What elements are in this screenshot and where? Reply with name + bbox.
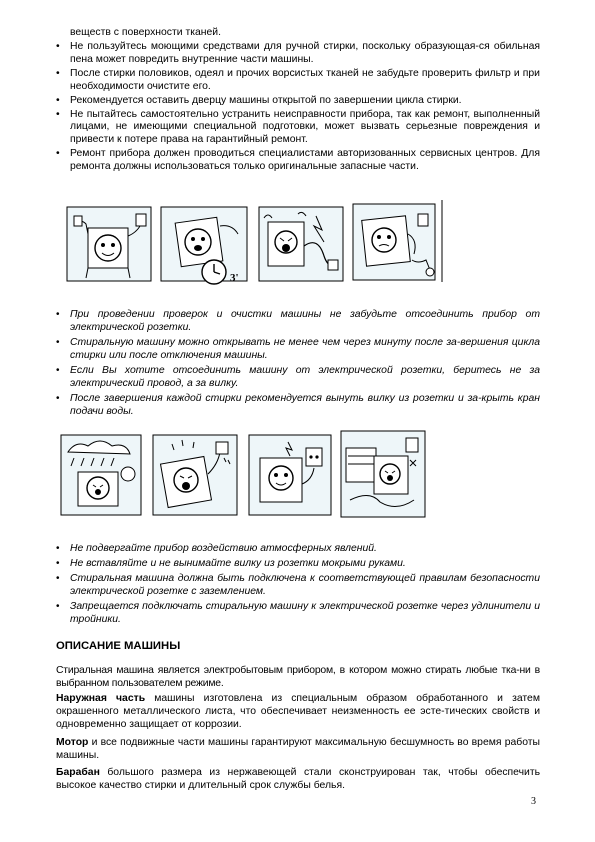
description-intro: Стиральная машина является электробытовым прибором, в котором можно стирать любые тка-ни в выбранном пользователем режиме. [56, 665, 540, 690]
list-item: • При проведении проверок и очистки машины не забудьте отсоединить прибор от электрической розетки. [56, 309, 540, 334]
safety-list-2 [56, 542, 540, 628]
list-item: • Рекомендуется оставить дверцу машины открытой по завершении цикла стирки. [56, 94, 462, 106]
timer-label: 3' [230, 272, 239, 284]
list-item: • Не подвергайте прибор воздействию атмосферных явлений. [56, 543, 377, 554]
list-item: • Не пытайтесь самостоятельно устранить неисправности прибора, так как ремонт, выполненный лицами, не имеющими специальной подготовки, может вызвать серьезные повреждения и привести к потере права на гарантийный ремонт. [56, 108, 540, 146]
list-item: • Стиральная машина должна быть подключена к соответствующей правилам безопасности электрической розетке с заземлением. [56, 572, 540, 597]
illustration-pull-plug-not-cord [258, 206, 344, 282]
list-item: • Стиральную машину можно открывать не менее чем через минуту после за-вершения цикла стирки или после отключения машины. [56, 337, 540, 362]
paragraph-lead: Наружная часть [56, 693, 146, 704]
safety-list-1 [56, 308, 540, 420]
illustration-grounded-socket [248, 434, 332, 516]
illustration-wait-before-opening [160, 206, 248, 282]
description-paragraph-drum: Барабан большого размера из нержавеющей стали сконструирован так, чтобы обеспечить высокое качество стирки и длительный срок службы белья. [56, 767, 540, 792]
list-item: • Ремонт прибора должен проводиться специалистами авторизованных сервисных центров. Для ремонта должны использоваться только оригинальные запасные части. [56, 148, 540, 172]
description-paragraph-exterior: Наружная часть машины изготовлена из специальным образом обработанного и затем окрашенного металлического листа, что обеспечивает неизменность ее эсте-тических свойств и одновременно защищает от коррозии. [56, 693, 540, 731]
list-item: • Если Вы хотите отсоединить машину от электрической розетки, беритесь не за электрический провод, а за вилку. [56, 365, 540, 390]
list-item: • После завершения каждой стирки рекомендуется вынуть вилку из розетки и за-крыть кран подачи воды. [56, 393, 540, 418]
list-item: • После стирки половиков, одеял и прочих ворсистых тканей не забудьте проверить фильтр и при необходимости очистите его. [56, 67, 540, 92]
illustration-weather-exposure [60, 434, 142, 516]
paragraph-lead: Мотор [56, 737, 89, 748]
illustration-row-1 [66, 200, 456, 290]
list-item: • Запрещается подключать стиральную машину к электрической розетке через удлинители и тройники. [56, 600, 540, 625]
illustration-wet-hands [152, 434, 238, 516]
list-item: • Не пользуйтесь моющими средствами для ручной стирки, поскольку образующая-ся обильная пена может повредить внутренние части машины. [56, 41, 540, 65]
illustration-no-extension-cords [340, 430, 426, 518]
illustration-close-water-tap [352, 200, 448, 282]
illustration-unplug-before-cleaning [66, 206, 152, 282]
paragraph-lead: Барабан [56, 767, 100, 778]
description-paragraph-motor: Мотор и все подвижные части машины гарантируют максимальную бесшумность во время работы машины. [56, 737, 540, 762]
section-heading: ОПИСАНИЕ МАШИНЫ [56, 640, 181, 652]
illustration-row-2 [60, 430, 430, 522]
list-item: • Не вставляйте и не вынимайте вилку из розетки мокрыми руками. [56, 557, 406, 569]
page-number: 3 [531, 796, 536, 807]
list-item: веществ с поверхности тканей. [70, 27, 221, 38]
maintenance-list [56, 27, 540, 175]
